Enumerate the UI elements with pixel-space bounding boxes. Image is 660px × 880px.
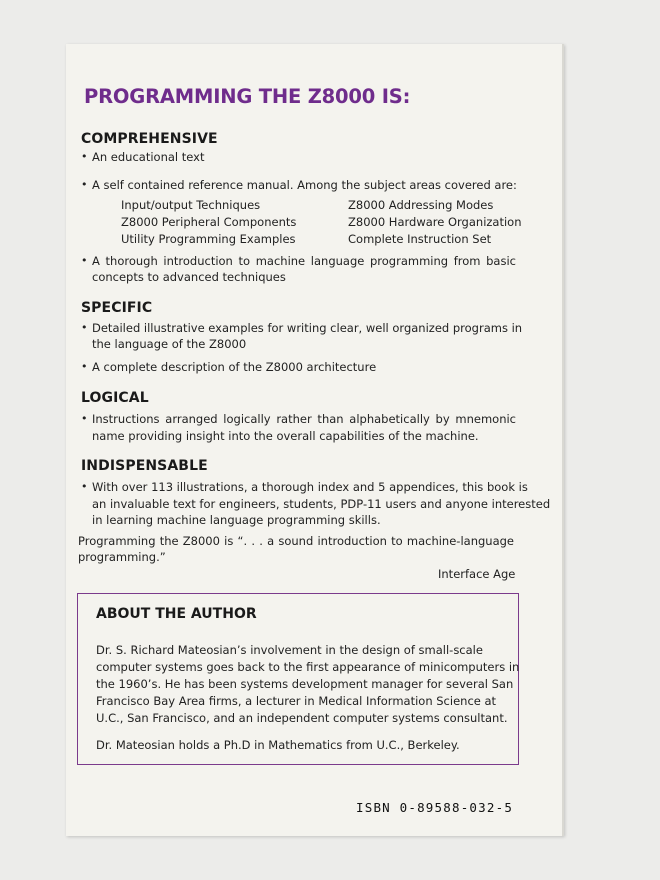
indispensable-bullet-1-line-2: an invaluable text for engineers, students, PDP-11 users and anyone interested <box>92 497 551 511</box>
author-para-2: Dr. Mateosian holds a Ph.D in Mathematics from U.C., Berkeley. <box>96 738 460 752</box>
quote-line-1: Programming the Z8000 is “. . . a sound introduction to machine-language <box>78 534 514 548</box>
bullet-icon: • <box>81 412 88 425</box>
quote-line-2: programming.” <box>78 550 166 564</box>
heading-indispensable: INDISPENSABLE <box>81 458 208 474</box>
subject-right-3: Complete Instruction Set <box>348 232 492 246</box>
author-para-line-1: Dr. S. Richard Mateosian’s involvement in the design of small-scale <box>96 643 483 657</box>
quote-source: Interface Age <box>438 567 516 581</box>
logical-bullet-1-line-2: name providing insight into the overall capabilities of the machine. <box>92 429 479 443</box>
indispensable-bullet-1-line-1: With over 113 illustrations, a thorough index and 5 appendices, this book is <box>92 480 528 494</box>
comprehensive-bullet-2: A self contained reference manual. Among the subject areas covered are: <box>92 178 517 192</box>
author-para-line-4: Francisco Bay Area firms, a lecturer in Medical Information Science at <box>96 694 497 708</box>
specific-bullet-1-line-1: Detailed illustrative examples for writing clear, well organized programs in <box>92 321 523 335</box>
book-back-cover <box>66 44 564 836</box>
heading-logical: LOGICAL <box>81 390 149 406</box>
bullet-icon: • <box>81 150 88 163</box>
bullet-icon: • <box>81 360 88 373</box>
comprehensive-bullet-3-line-1: A thorough introduction to machine language programming from basic <box>92 254 516 268</box>
heading-specific: SPECIFIC <box>81 300 153 316</box>
subject-left-2: Z8000 Peripheral Components <box>121 215 297 229</box>
author-para-line-5: U.C., San Francisco, and an independent computer systems consultant. <box>96 711 508 725</box>
bullet-icon: • <box>81 178 88 191</box>
heading-comprehensive: COMPREHENSIVE <box>81 131 218 147</box>
comprehensive-bullet-1: An educational text <box>92 150 205 164</box>
author-para-line-3: the 1960’s. He has been systems development manager for several San <box>96 677 514 691</box>
specific-bullet-1-line-2: the language of the Z8000 <box>92 337 247 351</box>
isbn-number: ISBN 0-89588-032-5 <box>356 800 514 815</box>
cover-title: PROGRAMMING THE Z8000 IS: <box>84 85 411 108</box>
subject-right-1: Z8000 Addressing Modes <box>348 198 494 212</box>
subject-right-2: Z8000 Hardware Organization <box>348 215 522 229</box>
logical-bullet-1-line-1: Instructions arranged logically rather than alphabetically by mnemonic <box>92 412 516 426</box>
specific-bullet-2: A complete description of the Z8000 architecture <box>92 360 377 374</box>
about-author-heading: ABOUT THE AUTHOR <box>96 606 257 622</box>
subject-left-3: Utility Programming Examples <box>121 232 296 246</box>
bullet-icon: • <box>81 321 88 334</box>
indispensable-bullet-1-line-3: in learning machine language programming skills. <box>92 513 381 527</box>
bullet-icon: • <box>81 480 88 493</box>
about-author-box <box>77 593 519 765</box>
comprehensive-bullet-3-line-2: concepts to advanced techniques <box>92 270 286 284</box>
author-para-line-2: computer systems goes back to the first appearance of minicomputers in <box>96 660 520 674</box>
subject-left-1: Input/output Techniques <box>121 198 261 212</box>
bullet-icon: • <box>81 254 88 267</box>
